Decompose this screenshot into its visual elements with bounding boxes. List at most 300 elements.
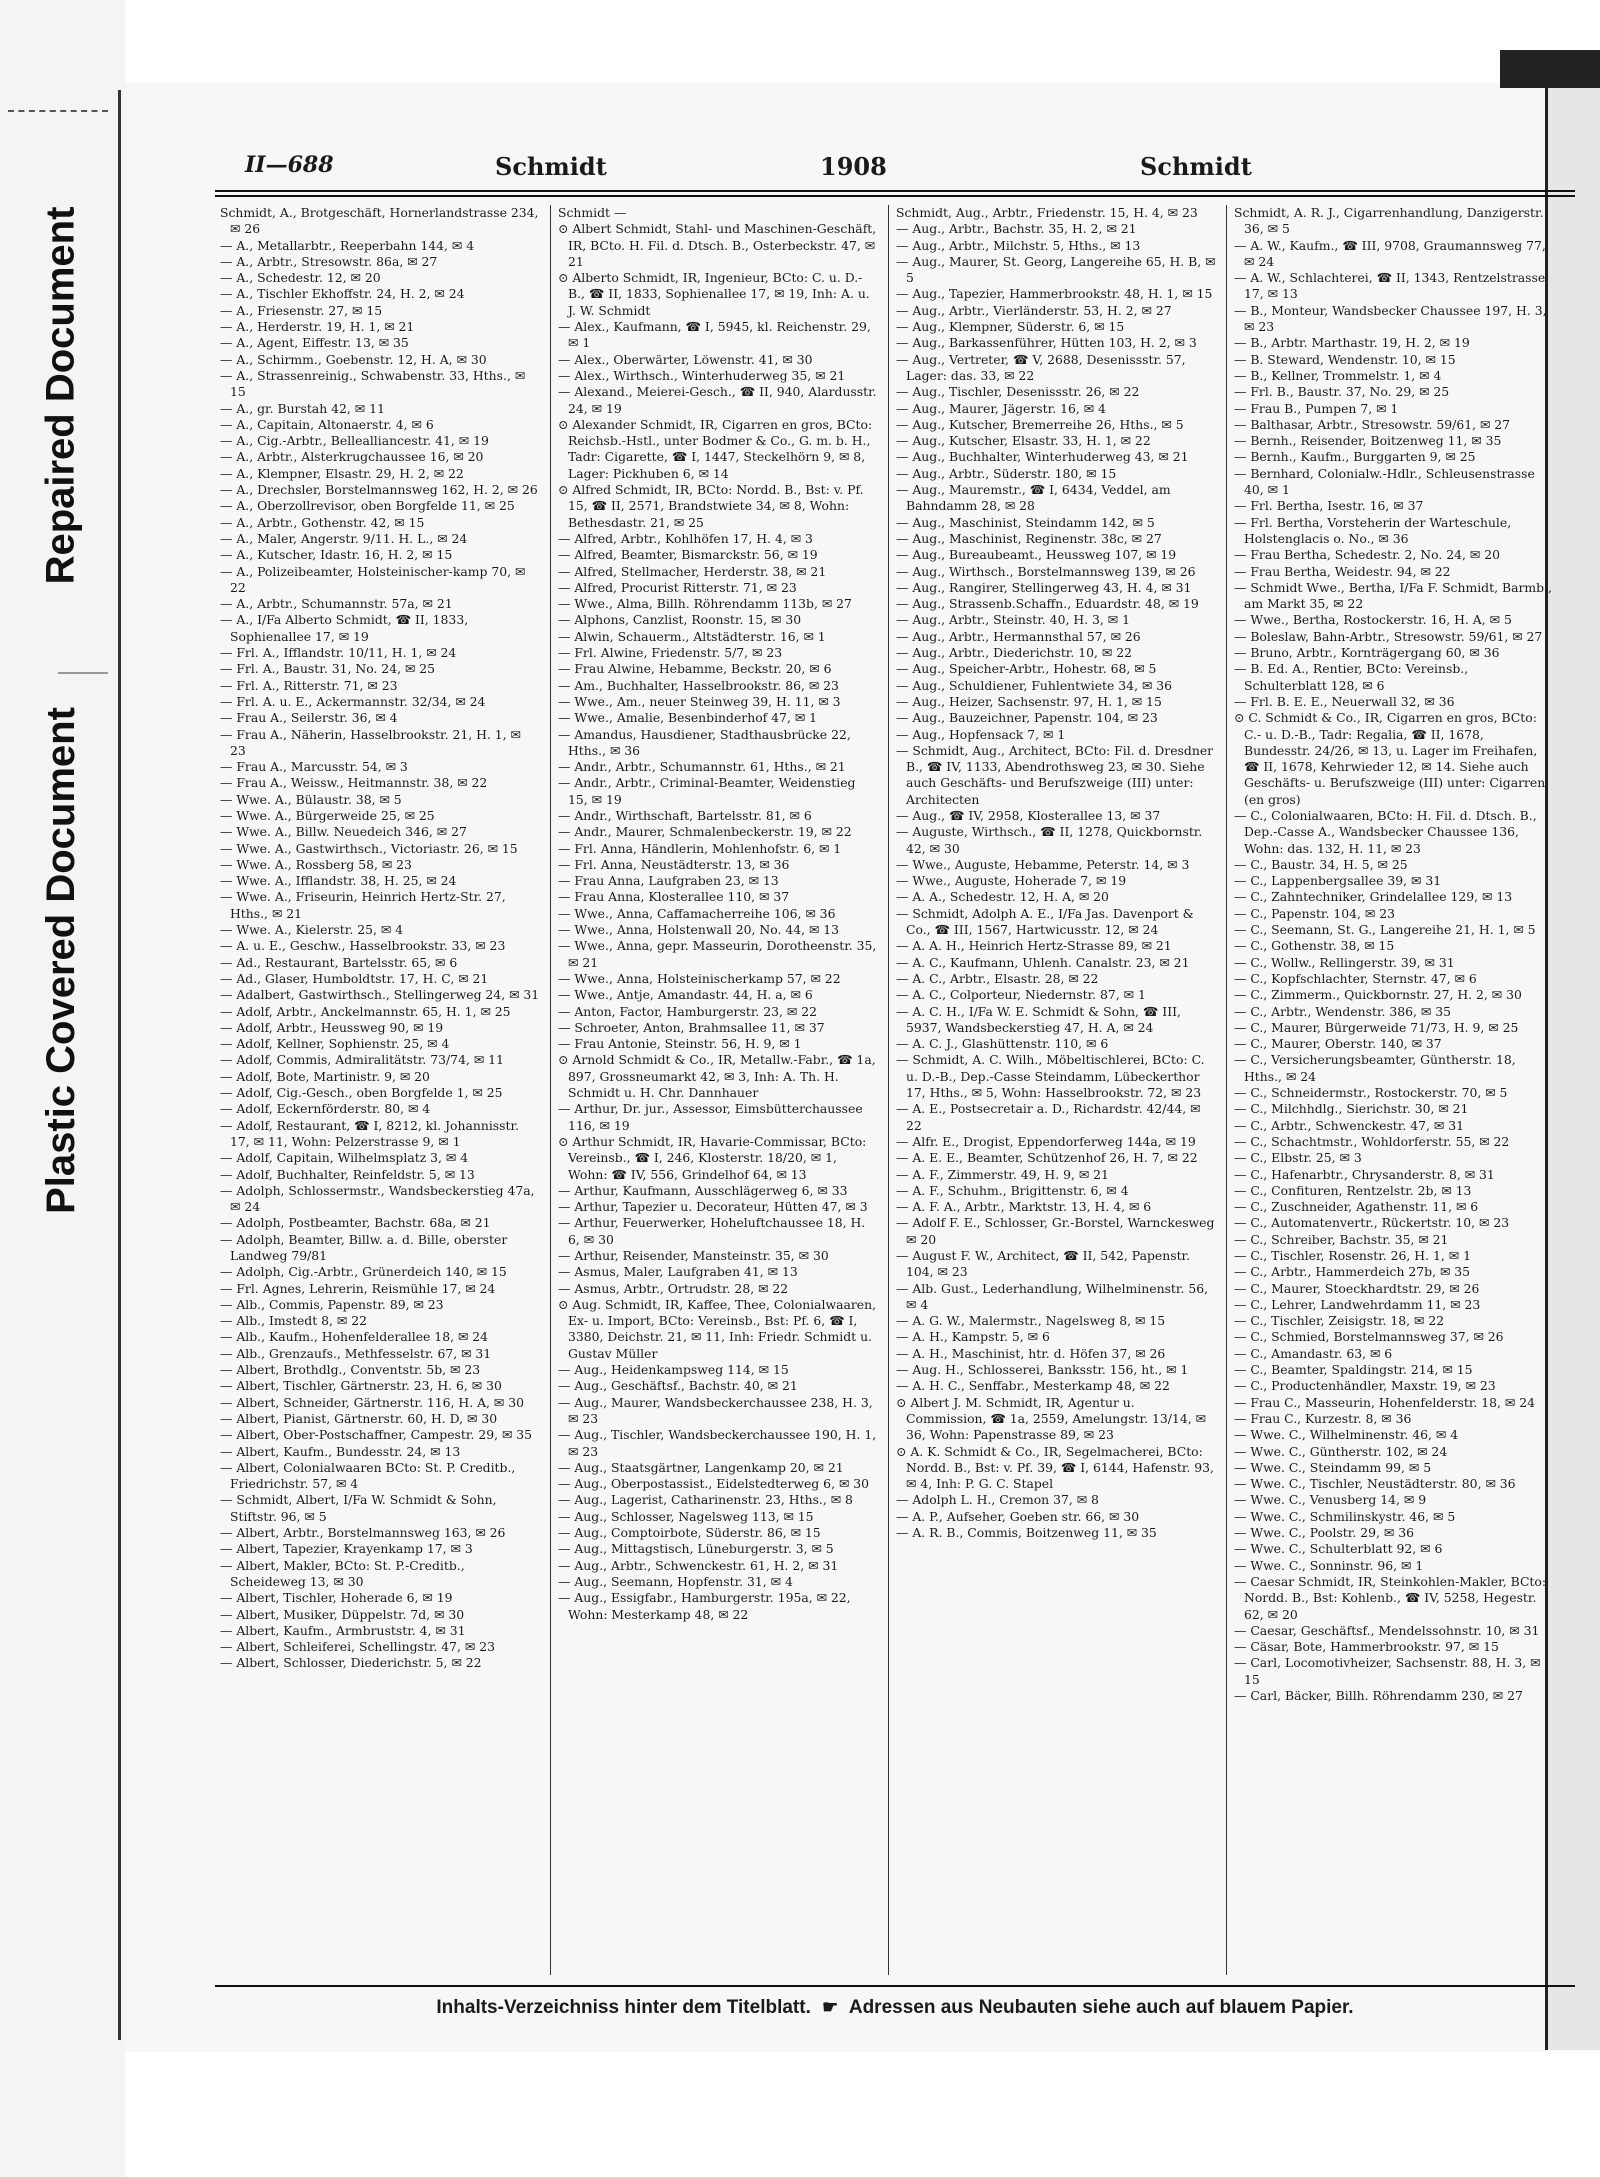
directory-entry: ⊙ Alfred Schmidt, IR, BCto: Nordd. B., Bst: v. Pf. 15, ☎ II, 2571, Brandstwiete 34, ✉ 8, Wohn: Bethesdastr. 21, ✉ 25 xyxy=(558,482,864,530)
directory-entry: — C., Arbtr., Hammerdeich 27b, ✉ 35 xyxy=(1234,1264,1471,1280)
directory-entry: — Frl. A., Baustr. 31, No. 24, ✉ 25 xyxy=(220,661,436,677)
directory-entry: — Wwe., Auguste, Hebamme, Peterstr. 14, ✉ 3 xyxy=(896,856,1190,872)
directory-entry: — Aug., Klempner, Süderstr. 6, ✉ 15 xyxy=(896,319,1125,335)
directory-entry: Schmidt — xyxy=(558,205,627,220)
directory-entry: — Frl. B. E. E., Neuerwall 32, ✉ 36 xyxy=(1234,693,1455,709)
directory-entry: — Arthur, Tapezier u. Decorateur, Hütten 47, ✉ 3 xyxy=(558,1199,868,1215)
directory-entry: — Alb., Grenzaufs., Methfesselstr. 67, ✉ 31 xyxy=(220,1345,492,1361)
directory-entry: — A., Oberzollrevisor, oben Borgfelde 11, ✉ 25 xyxy=(220,498,515,514)
directory-entry: — Albert, Kaufm., Bundesstr. 24, ✉ 13 xyxy=(220,1443,461,1459)
directory-entry: — A. C. H., I/Fa W. E. Schmidt & Sohn, ☎ III, 5937, Wandsbeckerstieg 47, H. A, ✉ 24 xyxy=(896,1003,1181,1035)
directory-entry: — A. H., Maschinist, htr. d. Höfen 37, ✉ 26 xyxy=(896,1345,1166,1361)
directory-entry: — Adolph, Beamter, Billw. a. d. Bille, oberster Landweg 79/81 xyxy=(220,1231,508,1263)
directory-entry: — Aug., Maurer, Wandsbeckerchaussee 238, H. 3, ✉ 23 xyxy=(558,1394,873,1426)
directory-entry: — Wwe., Auguste, Hoherade 7, ✉ 19 xyxy=(896,873,1127,889)
directory-entry: — Albert, Brothdlg., Conventstr. 5b, ✉ 23 xyxy=(220,1362,481,1378)
directory-entry: — Ad., Restaurant, Bartelsstr. 65, ✉ 6 xyxy=(220,954,458,970)
column-2 xyxy=(558,205,878,1975)
directory-entry: — August F. W., Architect, ☎ II, 542, Papenstr. 104, ✉ 23 xyxy=(896,1248,1191,1280)
directory-entry: — A. P., Aufseher, Goeben str. 66, ✉ 30 xyxy=(896,1508,1140,1524)
directory-entry: — A., Agent, Eiffestr. 13, ✉ 35 xyxy=(220,335,409,351)
directory-entry: — Wwe., Am., neuer Steinweg 39, H. 11, ✉ 3 xyxy=(558,693,841,709)
directory-entry: — Albert, Arbtr., Borstelmannsweg 163, ✉ 26 xyxy=(220,1525,506,1541)
directory-entry: — Frau A., Näherin, Hasselbrookstr. 21, H. 1, ✉ 23 xyxy=(220,726,521,758)
directory-entry: — Wwe. A., Bürgerweide 25, ✉ 25 xyxy=(220,807,435,823)
directory-entry: — Wwe. C., Steindamm 99, ✉ 5 xyxy=(1234,1459,1432,1475)
directory-entry: ⊙ Albert J. M. Schmidt, IR, Agentur u. Commission, ☎ 1a, 2559, Amelungstr. 13/14, ✉ 36, Wohn: Papenstrasse 89, ✉ 23 xyxy=(896,1394,1206,1443)
directory-entry: ⊙ Arthur Schmidt, IR, Havarie-Commissar, BCto: Vereinsb., ☎ I, 246, Klosterstr. 18/20, ✉ 1, Wohn: ☎ IV, 556, Grindelhof 64, ✉ 13 xyxy=(558,1133,867,1182)
side-label-repaired: Repaired Document xyxy=(38,206,83,584)
directory-entry: — Frau B., Pumpen 7, ✉ 1 xyxy=(1234,400,1399,416)
directory-entry: — Frl. A., Ritterstr. 71, ✉ 23 xyxy=(220,677,398,693)
directory-entry: — C., Confituren, Rentzelstr. 2b, ✉ 13 xyxy=(1234,1182,1472,1198)
directory-entry: — C., Tischler, Zeisigstr. 18, ✉ 22 xyxy=(1234,1313,1445,1329)
directory-entry: — A. G. W., Malermstr., Nagelsweg 8, ✉ 15 xyxy=(896,1313,1166,1329)
directory-entry: — Aug., Staatsgärtner, Langenkamp 20, ✉ 21 xyxy=(558,1459,844,1475)
directory-entry: — C., Productenhändler, Maxstr. 19, ✉ 23 xyxy=(1234,1378,1496,1394)
directory-entry: — Wwe., Alma, Billh. Röhrendamm 113b, ✉ 27 xyxy=(558,596,852,612)
directory-entry: — Wwe. A., Ifflandstr. 38, H. 25, ✉ 24 xyxy=(220,873,457,889)
directory-entry: — Frau Anna, Klosterallee 110, ✉ 37 xyxy=(558,889,790,905)
directory-entry: — A., Metallarbtr., Reeperbahn 144, ✉ 4 xyxy=(220,237,475,253)
directory-entry: — Albert, Colonialwaaren BCto: St. P. Creditb., Friedrichstr. 57, ✉ 4 xyxy=(220,1459,516,1492)
directory-entry: — Aug., Arbtr., Steinstr. 40, H. 3, ✉ 1 xyxy=(896,612,1130,628)
directory-entry: — Frau A., Seilerstr. 36, ✉ 4 xyxy=(220,710,398,726)
directory-entry: Schmidt, Aug., Arbtr., Friedenstr. 15, H. 4, ✉ 23 xyxy=(896,205,1198,220)
directory-entry: — C., Arbtr., Schwenckestr. 47, ✉ 31 xyxy=(1234,1117,1464,1133)
directory-entry: — Alb., Kaufm., Hohenfelderallee 18, ✉ 24 xyxy=(220,1329,489,1345)
directory-entry: — C., Beamter, Spaldingstr. 214, ✉ 15 xyxy=(1234,1362,1473,1378)
directory-entry: — Frl. Alwine, Friedenstr. 5/7, ✉ 23 xyxy=(558,645,783,661)
directory-entry: — Carl, Locomotivheizer, Sachsenstr. 88, H. 3, ✉ 15 xyxy=(1234,1655,1541,1687)
directory-entry: — Frau A., Weissw., Heitmannstr. 38, ✉ 22 xyxy=(220,775,488,791)
directory-entry: — A. C. J., Glashüttenstr. 110, ✉ 6 xyxy=(896,1036,1109,1052)
directory-entry: — Albert, Tapezier, Krayenkamp 17, ✉ 3 xyxy=(220,1541,473,1557)
directory-entry: — A. F., Schuhm., Brigittenstr. 6, ✉ 4 xyxy=(896,1182,1129,1198)
directory-entry: — Frau Anna, Laufgraben 23, ✉ 13 xyxy=(558,873,779,889)
directory-entry: — A. A. H., Heinrich Hertz-Strasse 89, ✉ 21 xyxy=(896,938,1172,954)
directory-entry: — A., I/Fa Alberto Schmidt, ☎ II, 1833, Sophienallee 17, ✉ 19 xyxy=(220,612,469,644)
directory-entry: — C., Maurer, Bürgerweide 71/73, H. 9, ✉ 25 xyxy=(1234,1019,1519,1035)
directory-entry: — Aug., Mauremstr., ☎ I, 6434, Veddel, am Bahndamm 28, ✉ 28 xyxy=(896,482,1171,514)
directory-entry: — C., Seemann, St. G., Langereihe 21, H. 1, ✉ 5 xyxy=(1234,922,1536,938)
directory-entry: — Wwe. C., Schmilinskystr. 46, ✉ 5 xyxy=(1234,1508,1456,1524)
directory-entry: — A., Polizeibeamter, Holsteinischer-kamp 70, ✉ 22 xyxy=(220,563,526,595)
directory-entry: — Alfr. E., Drogist, Eppendorferweg 144a, ✉ 19 xyxy=(896,1133,1196,1149)
directory-entry: — Adolf, Eckernförderstr. 80, ✉ 4 xyxy=(220,1101,431,1117)
directory-entry: — C., Kopfschlachter, Sternstr. 47, ✉ 6 xyxy=(1234,970,1477,986)
directory-entry: — Aug., Arbtr., Hermannsthal 57, ✉ 26 xyxy=(896,628,1141,644)
directory-entry: — Wwe., Amalie, Besenbinderhof 47, ✉ 1 xyxy=(558,710,818,726)
directory-entry: — Albert, Tischler, Gärtnerstr. 23, H. 6, ✉ 30 xyxy=(220,1378,502,1394)
directory-entry: — Wwe. A., Gastwirthsch., Victoriastr. 26, ✉ 15 xyxy=(220,840,518,856)
page-corner xyxy=(1500,50,1600,88)
directory-entry: — Aug., Tischler, Desenissstr. 26, ✉ 22 xyxy=(896,384,1140,400)
directory-entry: — Albert, Schlosser, Diederichstr. 5, ✉ 22 xyxy=(220,1655,482,1671)
directory-entry: — Schmidt, Adolph A. E., I/Fa Jas. Davenport & Co., ☎ III, 1567, Hartwicusstr. 12, ✉ 24 xyxy=(896,905,1194,938)
directory-entry: — Bernh., Reisender, Boitzenweg 11, ✉ 35 xyxy=(1234,433,1502,449)
directory-entry: — Frau Bertha, Weidestr. 94, ✉ 22 xyxy=(1234,563,1451,579)
directory-entry: — C., Schachtmstr., Wohldorferstr. 55, ✉ 22 xyxy=(1234,1133,1510,1149)
directory-entry: — C., Schneidermstr., Rostockerstr. 70, ✉ 5 xyxy=(1234,1085,1508,1101)
directory-entry: — Aug., Bauzeichner, Papenstr. 104, ✉ 23 xyxy=(896,710,1158,726)
directory-entry: — A., Tischler Ekhoffstr. 24, H. 2, ✉ 24 xyxy=(220,286,465,302)
directory-entry: — Andr., Arbtr., Criminal-Beamter, Weidenstieg 15, ✉ 19 xyxy=(558,775,856,807)
directory-entry: — Andr., Maurer, Schmalenbeckerstr. 19, ✉ 22 xyxy=(558,824,852,840)
directory-entry: — C., Gothenstr. 38, ✉ 15 xyxy=(1234,938,1395,954)
pointing-hand-icon: ☛ xyxy=(822,1997,839,2017)
directory-entry: ⊙ C. Schmidt & Co., IR, Cigarren en gros, BCto: C.- u. D.-B., Tadr: Regalia, ☎ II, 1678, Bundesstr. 24/26, ✉ 13, u. Lager im Freihafen, ☎ II, 1678, Kehrwieder 12, ✉ 14. Siehe auch Geschäfts- u. Berufszweige (III) unter: Cigarren (en gros) xyxy=(1234,710,1546,807)
page-number: II—688 xyxy=(245,152,334,178)
directory-entry: — C., Papenstr. 104, ✉ 23 xyxy=(1234,905,1395,921)
directory-entry: — Frl. Bertha, Isestr. 16, ✉ 37 xyxy=(1234,498,1424,514)
directory-entry: — Caesar, Geschäftsf., Mendelssohnstr. 10, ✉ 31 xyxy=(1234,1622,1540,1638)
directory-entry: — Adolf, Arbtr., Heussweg 90, ✉ 19 xyxy=(220,1019,444,1035)
directory-entry: — Schmidt, A. C. Wilh., Möbeltischlerei, BCto: C. u. D.-B., Dep.-Casse Steindamm, Lübeckerthor 17, Hths., ✉ 5, Wohn: Hasselbrookstr. 72, ✉ 23 xyxy=(896,1052,1205,1101)
directory-entry: — Alexand., Meierei-Gesch., ☎ II, 940, Alardusstr. 24, ✉ 19 xyxy=(558,384,877,416)
directory-entry: — Adolph L. H., Cremon 37, ✉ 8 xyxy=(896,1492,1099,1508)
directory-entry: — A., Kutscher, Idastr. 16, H. 2, ✉ 15 xyxy=(220,547,453,563)
directory-entry: — C., Lehrer, Landwehrdamm 11, ✉ 23 xyxy=(1234,1296,1481,1312)
directory-entry: — Alfred, Arbtr., Kohlhöfen 17, H. 4, ✉ 3 xyxy=(558,530,813,546)
directory-entry: — Asmus, Maler, Laufgraben 41, ✉ 13 xyxy=(558,1264,798,1280)
directory-entry: — C., Lappenbergsallee 39, ✉ 31 xyxy=(1234,873,1442,889)
directory-entry: — Wwe., Anna, gepr. Masseurin, Dorotheenstr. 35, ✉ 21 xyxy=(558,938,877,970)
directory-entry: — Aug., Maschinist, Steindamm 142, ✉ 5 xyxy=(896,514,1155,530)
directory-entry: — Albert, Kaufm., Armbruststr. 4, ✉ 31 xyxy=(220,1622,466,1638)
directory-entry: — A., Capitain, Altonaerstr. 4, ✉ 6 xyxy=(220,416,434,432)
directory-entry: — C., Milchhdlg., Sierichstr. 30, ✉ 21 xyxy=(1234,1101,1469,1117)
directory-entry: — Aug., Schuldiener, Fuhlentwiete 34, ✉ 36 xyxy=(896,677,1173,693)
directory-entry: — A. E., Postsecretair a. D., Richardstr. 42/44, ✉ 22 xyxy=(896,1101,1201,1133)
directory-entry: — Arthur, Feuerwerker, Hoheluftchaussee 18, H. 6, ✉ 30 xyxy=(558,1215,866,1247)
directory-entry: — Albert, Ober-Postschaffner, Campestr. 29, ✉ 35 xyxy=(220,1427,533,1443)
directory-entry: — Aug., Maschinist, Reginenstr. 38c, ✉ 27 xyxy=(896,530,1162,546)
directory-entry: — Aug., Oberpostassist., Eidelstedterweg 6, ✉ 30 xyxy=(558,1476,870,1492)
directory-entry: — A. F. A., Arbtr., Marktstr. 13, H. 4, ✉ 6 xyxy=(896,1199,1152,1215)
directory-entry: — Aug., Geschäftsf., Bachstr. 40, ✉ 21 xyxy=(558,1378,798,1394)
directory-entry: — Carl, Bäcker, Billh. Röhrendamm 230, ✉ 27 xyxy=(1234,1688,1523,1704)
directory-entry: — Adolf, Commis, Admiralitätstr. 73/74, ✉ 11 xyxy=(220,1052,504,1068)
directory-entry: — Adolf, Restaurant, ☎ I, 8212, kl. Johannisstr. 17, ✉ 11, Wohn: Pelzerstrasse 9, ✉ 1 xyxy=(220,1117,519,1149)
directory-entry: — Wwe. A., Kielerstr. 25, ✉ 4 xyxy=(220,922,404,938)
directory-entry: — Andr., Arbtr., Schumannstr. 61, Hths., ✉ 21 xyxy=(558,759,846,775)
directory-entry: — Alex., Kaufmann, ☎ I, 5945, kl. Reichenstr. 29, ✉ 1 xyxy=(558,319,871,351)
footer-new-buildings-note: Adressen aus Neubauten siehe auch auf blauem Papier. xyxy=(848,1997,1354,2018)
directory-entry: — Am., Buchhalter, Hasselbrookstr. 86, ✉ 23 xyxy=(558,677,839,693)
directory-entry: — Alfred, Stellmacher, Herderstr. 38, ✉ 21 xyxy=(558,563,827,579)
directory-entry: — B. Steward, Wendenstr. 10, ✉ 15 xyxy=(1234,351,1456,367)
directory-entry: — Aug., Rangirer, Stellingerweg 43, H. 4, ✉ 31 xyxy=(896,579,1192,595)
directory-entry: — Wwe. C., Wilhelminenstr. 46, ✉ 4 xyxy=(1234,1427,1459,1443)
directory-entry: — Alb., Imstedt 8, ✉ 22 xyxy=(220,1313,367,1329)
directory-entry: — A., Friesenstr. 27, ✉ 15 xyxy=(220,302,383,318)
directory-columns xyxy=(220,205,1570,1975)
directory-entry: — Aug., Kutscher, Elsastr. 33, H. 1, ✉ 22 xyxy=(896,433,1151,449)
directory-entry: — Aug., Barkassenführer, Hütten 103, H. 2, ✉ 3 xyxy=(896,335,1197,351)
directory-entry: — Frl. Bertha, Vorsteherin der Warteschule, Holstenglacis o. No., ✉ 36 xyxy=(1234,514,1512,546)
directory-entry: — Bernhard, Colonialw.-Hdlr., Schleusenstrasse 40, ✉ 1 xyxy=(1234,465,1535,498)
directory-entry: — A. C., Arbtr., Elsastr. 28, ✉ 22 xyxy=(896,970,1099,986)
header-name-left: Schmidt xyxy=(495,152,607,181)
directory-entry: — Frau C., Masseurin, Hohenfelderstr. 18, ✉ 24 xyxy=(1234,1394,1535,1410)
directory-entry: — Aug., Arbtr., Milchstr. 5, Hths., ✉ 13 xyxy=(896,237,1141,253)
directory-entry: — Wwe., Anna, Holsteinischerkamp 57, ✉ 22 xyxy=(558,970,841,986)
directory-entry: — Arthur, Dr. jur., Assessor, Eimsbütterchaussee 116, ✉ 19 xyxy=(558,1101,863,1133)
label-separator xyxy=(58,672,108,674)
directory-entry: — Asmus, Arbtr., Ortrudstr. 28, ✉ 22 xyxy=(558,1280,789,1296)
directory-entry: — Aug., Vertreter, ☎ V, 2688, Desenissstr. 57, Lager: das. 33, ✉ 22 xyxy=(896,351,1186,383)
directory-entry: — A. H. C., Senffabr., Mesterkamp 48, ✉ 22 xyxy=(896,1378,1170,1394)
directory-entry: — Schmidt Wwe., Bertha, I/Fa F. Schmidt, Barmb., am Markt 35, ✉ 22 xyxy=(1234,579,1552,612)
directory-entry: — Wwe. C., Schulterblatt 92, ✉ 6 xyxy=(1234,1541,1443,1557)
directory-entry: — Frl. Anna, Händlerin, Mohlenhofstr. 6, ✉ 1 xyxy=(558,840,842,856)
directory-entry: — Frl. Agnes, Lehrerin, Reismühle 17, ✉ 24 xyxy=(220,1280,496,1296)
directory-entry: — Wwe. C., Venusberg 14, ✉ 9 xyxy=(1234,1492,1427,1508)
directory-entry: — B., Kellner, Trommelstr. 1, ✉ 4 xyxy=(1234,367,1442,383)
directory-entry: — Aug., Tapezier, Hammerbrookstr. 48, H. 1, ✉ 15 xyxy=(896,286,1213,302)
column-1 xyxy=(220,205,540,1975)
directory-entry: — Albert, Schleiferei, Schellingstr. 47, ✉ 23 xyxy=(220,1639,496,1655)
footer-rule xyxy=(215,1985,1575,1987)
directory-entry: — Arthur, Kaufmann, Ausschlägerweg 6, ✉ 33 xyxy=(558,1182,848,1198)
directory-entry: — C., Schmied, Borstelmannsweg 37, ✉ 26 xyxy=(1234,1329,1504,1345)
directory-entry: — A., Arbtr., Alsterkrugchaussee 16, ✉ 20 xyxy=(220,449,484,465)
header-rule-2 xyxy=(215,195,1575,197)
directory-entry: — A., Cig.-Arbtr., Bellealliancestr. 41, ✉ 19 xyxy=(220,433,489,449)
directory-entry: ⊙ Alexander Schmidt, IR, Cigarren en gros, BCto: Reichsb.-Hstl., unter Bodmer & Co., G. m. b. H., Tadr: Cigarette, ☎ I, 1447, Steckelhörn 9, ✉ 8, Lager: Pickhuben 6, ✉ 14 xyxy=(558,416,873,481)
directory-entry: — Caesar Schmidt, IR, Steinkohlen-Makler, BCto: Nordd. B., Bst: Kohlenb., ☎ IV, 5258, Hegestr. 62, ✉ 20 xyxy=(1234,1573,1547,1622)
directory-entry: — A. E. E., Beamter, Schützenhof 26, H. 7, ✉ 22 xyxy=(896,1150,1198,1166)
directory-entry: — A. H., Kampstr. 5, ✉ 6 xyxy=(896,1329,1050,1345)
directory-entry: — Aug., Strassenb.Schaffn., Eduardstr. 48, ✉ 19 xyxy=(896,596,1199,612)
directory-entry: — C., Wollw., Rellingerstr. 39, ✉ 31 xyxy=(1234,954,1455,970)
directory-entry: — C., Automatenvertr., Rückertstr. 10, ✉ 23 xyxy=(1234,1215,1510,1231)
directory-entry: — A. C., Colporteur, Niedernstr. 87, ✉ 1 xyxy=(896,987,1146,1003)
directory-entry: — Cäsar, Bote, Hammerbrookstr. 97, ✉ 15 xyxy=(1234,1639,1499,1655)
directory-entry: — C., Schreiber, Bachstr. 35, ✉ 21 xyxy=(1234,1231,1449,1247)
directory-entry: — Aug., Arbtr., Schwenckestr. 61, H. 2, ✉ 31 xyxy=(558,1557,839,1573)
directory-entry: — Wwe. C., Sonninstr. 96, ✉ 1 xyxy=(1234,1557,1424,1573)
directory-entry: — Aug., Maurer, St. Georg, Langereihe 65, H. B, ✉ 5 xyxy=(896,253,1216,286)
column-4 xyxy=(1234,205,1554,1975)
directory-entry: — Alfred, Beamter, Bismarckstr. 56, ✉ 19 xyxy=(558,547,818,563)
directory-entry: — Adolf, Arbtr., Anckelmannstr. 65, H. 1, ✉ 25 xyxy=(220,1003,511,1019)
directory-entry: ⊙ Aug. Schmidt, IR, Kaffee, Thee, Colonialwaaren, Ex- u. Import, BCto: Vereinsb., Bst: Pf. 6, ☎ I, 3380, Deichstr. 21, ✉ 11, Inh: Friedr. Schmidt u. Gustav Müller xyxy=(558,1296,877,1361)
directory-entry: — Frau Alwine, Hebamme, Beckstr. 20, ✉ 6 xyxy=(558,661,832,677)
directory-entry: — Wwe., Bertha, Rostockerstr. 16, H. A, ✉ 5 xyxy=(1234,612,1512,628)
directory-entry: — C., Hafenarbtr., Chrysanderstr. 8, ✉ 31 xyxy=(1234,1166,1495,1182)
directory-entry: — Aug., Comptoirbote, Süderstr. 86, ✉ 15 xyxy=(558,1525,821,1541)
directory-entry: — Frl. A., Ifflandstr. 10/11, H. 1, ✉ 24 xyxy=(220,645,457,661)
directory-entry: — Adolph, Postbeamter, Bachstr. 68a, ✉ 21 xyxy=(220,1215,491,1231)
directory-entry: — Aug., Heidenkampsweg 114, ✉ 15 xyxy=(558,1362,789,1378)
directory-entry: — Aug., Lagerist, Catharinenstr. 23, Hths., ✉ 8 xyxy=(558,1492,853,1508)
directory-entry: — Wwe., Anna, Holstenwall 20, No. 44, ✉ 13 xyxy=(558,922,840,938)
directory-entry: — A., gr. Burstah 42, ✉ 11 xyxy=(220,400,385,416)
directory-entry: — Alfred, Procurist Ritterstr. 71, ✉ 23 xyxy=(558,579,797,595)
directory-entry: — Aug., Schlosser, Nagelsweg 113, ✉ 15 xyxy=(558,1508,814,1524)
directory-entry: — Adalbert, Gastwirthsch., Stellingerweg 24, ✉ 31 xyxy=(220,987,540,1003)
directory-entry: — C., Baustr. 34, H. 5, ✉ 25 xyxy=(1234,856,1408,872)
column-3 xyxy=(896,205,1216,1975)
header-year: 1908 xyxy=(820,152,887,181)
column-divider xyxy=(888,205,889,1975)
directory-entry: — Alwin, Schauerm., Altstädterstr. 16, ✉ 1 xyxy=(558,628,826,644)
directory-entry: — Wwe. C., Güntherstr. 102, ✉ 24 xyxy=(1234,1443,1448,1459)
directory-entry: — Auguste, Wirthsch., ☎ II, 1278, Quickbornstr. 42, ✉ 30 xyxy=(896,824,1203,856)
directory-entry: — Aug., Wirthsch., Borstelmannsweg 139, ✉ 26 xyxy=(896,563,1196,579)
directory-entry: ⊙ Arnold Schmidt & Co., IR, Metallw.-Fabr., ☎ 1a, 897, Grossneumarkt 42, ✉ 3, Inh: A. Th. H. Schmidt u. H. Chr. Dannhauer xyxy=(558,1052,876,1101)
directory-entry: — Andr., Wirthschaft, Bartelsstr. 81, ✉ 6 xyxy=(558,807,812,823)
directory-entry: — Alex., Oberwärter, Löwenstr. 41, ✉ 30 xyxy=(558,351,813,367)
directory-entry: — Boleslaw, Bahn-Arbtr., Stresowstr. 59/61, ✉ 27 xyxy=(1234,628,1543,644)
directory-entry: — A., Arbtr., Stresowstr. 86a, ✉ 27 xyxy=(220,253,438,269)
directory-entry: — Aug., Speicher-Arbtr., Hohestr. 68, ✉ 5 xyxy=(896,661,1157,677)
directory-entry: — Alb., Commis, Papenstr. 89, ✉ 23 xyxy=(220,1296,444,1312)
directory-entry: — Adolf, Buchhalter, Reinfeldstr. 5, ✉ 13 xyxy=(220,1166,475,1182)
directory-entry: — A. A., Schedestr. 12, H. A, ✉ 20 xyxy=(896,889,1109,905)
directory-entry: — Frau C., Kurzestr. 8, ✉ 36 xyxy=(1234,1410,1412,1426)
page-header xyxy=(215,150,1575,190)
directory-entry: — Aug., ☎ IV, 2958, Klosterallee 13, ✉ 37 xyxy=(896,807,1161,823)
directory-entry: — Aug., Tischler, Wandsbeckerchaussee 190, H. 1, ✉ 23 xyxy=(558,1427,877,1459)
directory-entry: — Frl. Anna, Neustädterstr. 13, ✉ 36 xyxy=(558,856,790,872)
directory-entry: — Aug. H., Schlosserei, Banksstr. 156, ht., ✉ 1 xyxy=(896,1362,1189,1378)
directory-entry: — Ad., Glaser, Humboldtstr. 17, H. C, ✉ 21 xyxy=(220,970,489,986)
directory-entry: — Wwe. C., Tischler, Neustädterstr. 80, ✉ 36 xyxy=(1234,1476,1516,1492)
directory-entry: — Aug., Heizer, Sachsenstr. 97, H. 1, ✉ 15 xyxy=(896,693,1162,709)
directory-entry: — Albert, Makler, BCto: St. P.-Creditb., Scheideweg 13, ✉ 30 xyxy=(220,1557,465,1589)
directory-entry: — Schroeter, Anton, Brahmsallee 11, ✉ 37 xyxy=(558,1019,825,1035)
directory-entry: — C., Zahntechniker, Grindelallee 129, ✉ 13 xyxy=(1234,889,1513,905)
directory-entry: — Wwe., Antje, Amandastr. 44, H. a, ✉ 6 xyxy=(558,987,813,1003)
directory-entry: — Bernh., Kaufm., Burggarten 9, ✉ 25 xyxy=(1234,449,1476,465)
directory-entry: — Adolf, Capitain, Wilhelmsplatz 3, ✉ 4 xyxy=(220,1150,469,1166)
directory-entry: — A., Arbtr., Schumannstr. 57a, ✉ 21 xyxy=(220,596,453,612)
directory-entry: — A., Schedestr. 12, ✉ 20 xyxy=(220,270,381,286)
directory-entry: — Wwe. A., Friseurin, Heinrich Hertz-Str. 27, Hths., ✉ 21 xyxy=(220,889,506,921)
directory-entry: — Schmidt, Aug., Architect, BCto: Fil. d. Dresdner B., ☎ IV, 1133, Abendrothsweg 23, ✉ 30. Siehe auch Geschäfts- und Berufszweige (III) unter: Architecten xyxy=(896,742,1214,807)
directory-entry: — A. W., Kaufm., ☎ III, 9708, Graumannsweg 77, ✉ 24 xyxy=(1234,237,1546,269)
directory-entry: — B., Arbtr. Marthastr. 19, H. 2, ✉ 19 xyxy=(1234,335,1470,351)
directory-entry: — A., Drechsler, Borstelmannsweg 162, H. 2, ✉ 26 xyxy=(220,482,538,498)
directory-entry: ⊙ Albert Schmidt, Stahl- und Maschinen-Geschäft, IR, BCto. H. Fil. d. Dtsch. B., Osterbeckstr. 47, ✉ 21 xyxy=(558,221,877,269)
directory-entry: — Albert, Musiker, Düppelstr. 7d, ✉ 30 xyxy=(220,1606,465,1622)
directory-entry: — C., Arbtr., Wendenstr. 386, ✉ 35 xyxy=(1234,1003,1452,1019)
directory-entry: — Frl. A. u. E., Ackermannstr. 32/34, ✉ 24 xyxy=(220,693,486,709)
directory-entry: — A., Herderstr. 19, H. 1, ✉ 21 xyxy=(220,319,415,335)
directory-entry: — A. R. B., Commis, Boitzenweg 11, ✉ 35 xyxy=(896,1525,1157,1541)
directory-entry: — C., Zuschneider, Agathenstr. 11, ✉ 6 xyxy=(1234,1199,1479,1215)
directory-entry: — C., Tischler, Rosenstr. 26, H. 1, ✉ 1 xyxy=(1234,1248,1471,1263)
directory-entry: — C., Elbstr. 25, ✉ 3 xyxy=(1234,1150,1362,1166)
directory-entry: — Frau A., Marcusstr. 54, ✉ 3 xyxy=(220,759,408,775)
directory-entry: — A. W., Schlachterei, ☎ II, 1343, Rentzelstrasse 17, ✉ 13 xyxy=(1234,270,1546,302)
directory-entry: — A. u. E., Geschw., Hasselbrookstr. 33, ✉ 23 xyxy=(220,938,506,954)
directory-entry: — C., Amandastr. 63, ✉ 6 xyxy=(1234,1345,1393,1361)
directory-entry: — Adolf, Bote, Martinistr. 9, ✉ 20 xyxy=(220,1068,430,1084)
directory-entry: — Aug., Hopfensack 7, ✉ 1 xyxy=(896,726,1066,742)
directory-entry: — A., Schirmm., Goebenstr. 12, H. A, ✉ 30 xyxy=(220,351,487,367)
directory-entry: — Albert, Schneider, Gärtnerstr. 116, H. A, ✉ 30 xyxy=(220,1394,524,1410)
directory-entry: — Aug., Seemann, Hopfenstr. 31, ✉ 4 xyxy=(558,1573,793,1589)
directory-entry: — Balthasar, Arbtr., Stresowstr. 59/61, ✉ 27 xyxy=(1234,416,1511,432)
directory-entry: — Alphons, Canzlist, Roonstr. 15, ✉ 30 xyxy=(558,612,802,628)
directory-entry: — Frau Bertha, Schedestr. 2, No. 24, ✉ 20 xyxy=(1234,547,1500,563)
directory-entry: — C., Zimmerm., Quickbornstr. 27, H. 2, ✉ 30 xyxy=(1234,987,1522,1003)
footer-note xyxy=(215,1997,1575,2019)
directory-entry: — A., Arbtr., Gothenstr. 42, ✉ 15 xyxy=(220,514,425,530)
directory-entry: — Frl. B., Baustr. 37, No. 29, ✉ 25 xyxy=(1234,384,1450,400)
directory-entry: — C., Maurer, Stoeckhardtstr. 29, ✉ 26 xyxy=(1234,1280,1480,1296)
directory-entry: — Adolph, Schlossermstr., Wandsbeckerstieg 47a, ✉ 24 xyxy=(220,1182,535,1215)
directory-entry: — Wwe., Anna, Caffamacherreihe 106, ✉ 36 xyxy=(558,905,836,921)
directory-entry: — Aug., Kutscher, Bremerreihe 26, Hths., ✉ 5 xyxy=(896,416,1184,432)
directory-entry: — Bruno, Arbtr., Kornträgergang 60, ✉ 36 xyxy=(1234,645,1500,661)
directory-entry: — C., Maurer, Oberstr. 140, ✉ 37 xyxy=(1234,1036,1442,1052)
dashed-line xyxy=(8,110,108,112)
directory-entry: — A., Strassenreinig., Schwabenstr. 33, Hths., ✉ 15 xyxy=(220,367,526,400)
directory-entry: Schmidt, A. R. J., Cigarrenhandlung, Danzigerstr. 36, ✉ 5 xyxy=(1234,205,1544,237)
directory-entry: — Frau Antonie, Steinstr. 56, H. 9, ✉ 1 xyxy=(558,1036,802,1052)
directory-entry: — Aug., Maurer, Jägerstr. 16, ✉ 4 xyxy=(896,400,1106,416)
directory-entry: — Adolph, Cig.-Arbtr., Grünerdeich 140, ✉ 15 xyxy=(220,1264,507,1280)
directory-entry: — Aug., Arbtr., Vierländerstr. 53, H. 2, ✉ 27 xyxy=(896,302,1172,318)
directory-entry: — Amandus, Hausdiener, Stadthausbrücke 22, Hths., ✉ 36 xyxy=(558,726,851,758)
directory-entry: — Schmidt, Albert, I/Fa W. Schmidt & Sohn, Stiftstr. 96, ✉ 5 xyxy=(220,1492,497,1524)
directory-entry: ⊙ A. K. Schmidt & Co., IR, Segelmacherei, BCto: Nordd. B., Bst: v. Pf. 39, ☎ I, 6144, Hafenstr. 93, ✉ 4, Inh: P. G. C. Stapel xyxy=(896,1443,1214,1492)
directory-entry: — Arthur, Reisender, Mansteinstr. 35, ✉ 30 xyxy=(558,1248,829,1263)
column-divider xyxy=(550,205,551,1975)
directory-entry: — B. Ed. A., Rentier, BCto: Vereinsb., Schulterblatt 128, ✉ 6 xyxy=(1234,661,1469,693)
directory-entry: — A. C., Kaufmann, Uhlenh. Canalstr. 23, ✉ 21 xyxy=(896,954,1190,970)
directory-entry: — Aug., Arbtr., Bachstr. 35, H. 2, ✉ 21 xyxy=(896,221,1137,237)
directory-entry: — Wwe. C., Poolstr. 29, ✉ 36 xyxy=(1234,1525,1414,1541)
directory-entry: — A., Klempner, Elsastr. 29, H. 2, ✉ 22 xyxy=(220,465,464,481)
directory-entry: — A., Maler, Angerstr. 9/11. H. L., ✉ 24 xyxy=(220,530,468,546)
directory-entry: — Aug., Bureaubeamt., Heussweg 107, ✉ 19 xyxy=(896,547,1177,563)
directory-entry: Schmidt, A., Brotgeschäft, Hornerlandstrasse 234, ✉ 26 xyxy=(220,205,539,237)
directory-entry: — Wwe. A., Bülaustr. 38, ✉ 5 xyxy=(220,791,402,807)
directory-entry: — Wwe. A., Rossberg 58, ✉ 23 xyxy=(220,856,412,872)
directory-entry: — Albert, Tischler, Hoherade 6, ✉ 19 xyxy=(220,1590,453,1606)
directory-entry: — Alb. Gust., Lederhandlung, Wilhelminenstr. 56, ✉ 4 xyxy=(896,1280,1209,1312)
directory-entry: — C., Colonialwaaren, BCto: H. Fil. d. Dtsch. B., Dep.-Casse A., Wandsbecker Chaussee 136, Wohn: das. 132, H. 11, ✉ 23 xyxy=(1234,807,1537,856)
footer-index-note: Inhalts-Verzeichniss hinter dem Titelblatt. xyxy=(436,1997,811,2018)
directory-entry: — A. F., Zimmerstr. 49, H. 9, ✉ 21 xyxy=(896,1166,1109,1182)
directory-entry: — Aug., Arbtr., Diederichstr. 10, ✉ 22 xyxy=(896,645,1132,661)
header-rule xyxy=(215,190,1575,192)
directory-entry: — B., Monteur, Wandsbecker Chaussee 197, H. 3, ✉ 23 xyxy=(1234,302,1547,335)
directory-entry: — Wwe. A., Billw. Neuedeich 346, ✉ 27 xyxy=(220,824,467,840)
directory-entry: — Aug., Essigfabr., Hamburgerstr. 195a, ✉ 22, Wohn: Mesterkamp 48, ✉ 22 xyxy=(558,1590,851,1622)
spine-edge xyxy=(118,90,121,2040)
directory-entry: — Albert, Pianist, Gärtnerstr. 60, H. D, ✉ 30 xyxy=(220,1410,498,1426)
header-name-right: Schmidt xyxy=(1140,152,1252,181)
side-label-plastic: Plastic Covered Document xyxy=(38,706,83,1214)
directory-entry: — Adolf, Kellner, Sophienstr. 25, ✉ 4 xyxy=(220,1036,450,1052)
directory-entry: — Alex., Wirthsch., Winterhuderweg 35, ✉ 21 xyxy=(558,367,846,383)
directory-entry: — Aug., Mittagstisch, Lüneburgerstr. 3, ✉ 5 xyxy=(558,1541,834,1557)
directory-entry: — Aug., Arbtr., Süderstr. 180, ✉ 15 xyxy=(896,465,1117,481)
directory-entry: — Adolf, Cig.-Gesch., oben Borgfelde 1, ✉ 25 xyxy=(220,1085,503,1101)
column-divider xyxy=(1226,205,1227,1975)
directory-entry: — Anton, Factor, Hamburgerstr. 23, ✉ 22 xyxy=(558,1003,817,1019)
directory-entry: — Aug., Buchhalter, Winterhuderweg 43, ✉ 21 xyxy=(896,449,1189,465)
directory-entry: ⊙ Alberto Schmidt, IR, Ingenieur, BCto: C. u. D.-B., ☎ II, 1833, Sophienallee 17, ✉ 19, Inh: A. u. J. W. Schmidt xyxy=(558,270,870,318)
directory-entry: — C., Versicherungsbeamter, Güntherstr. 18, Hths., ✉ 24 xyxy=(1234,1052,1516,1084)
